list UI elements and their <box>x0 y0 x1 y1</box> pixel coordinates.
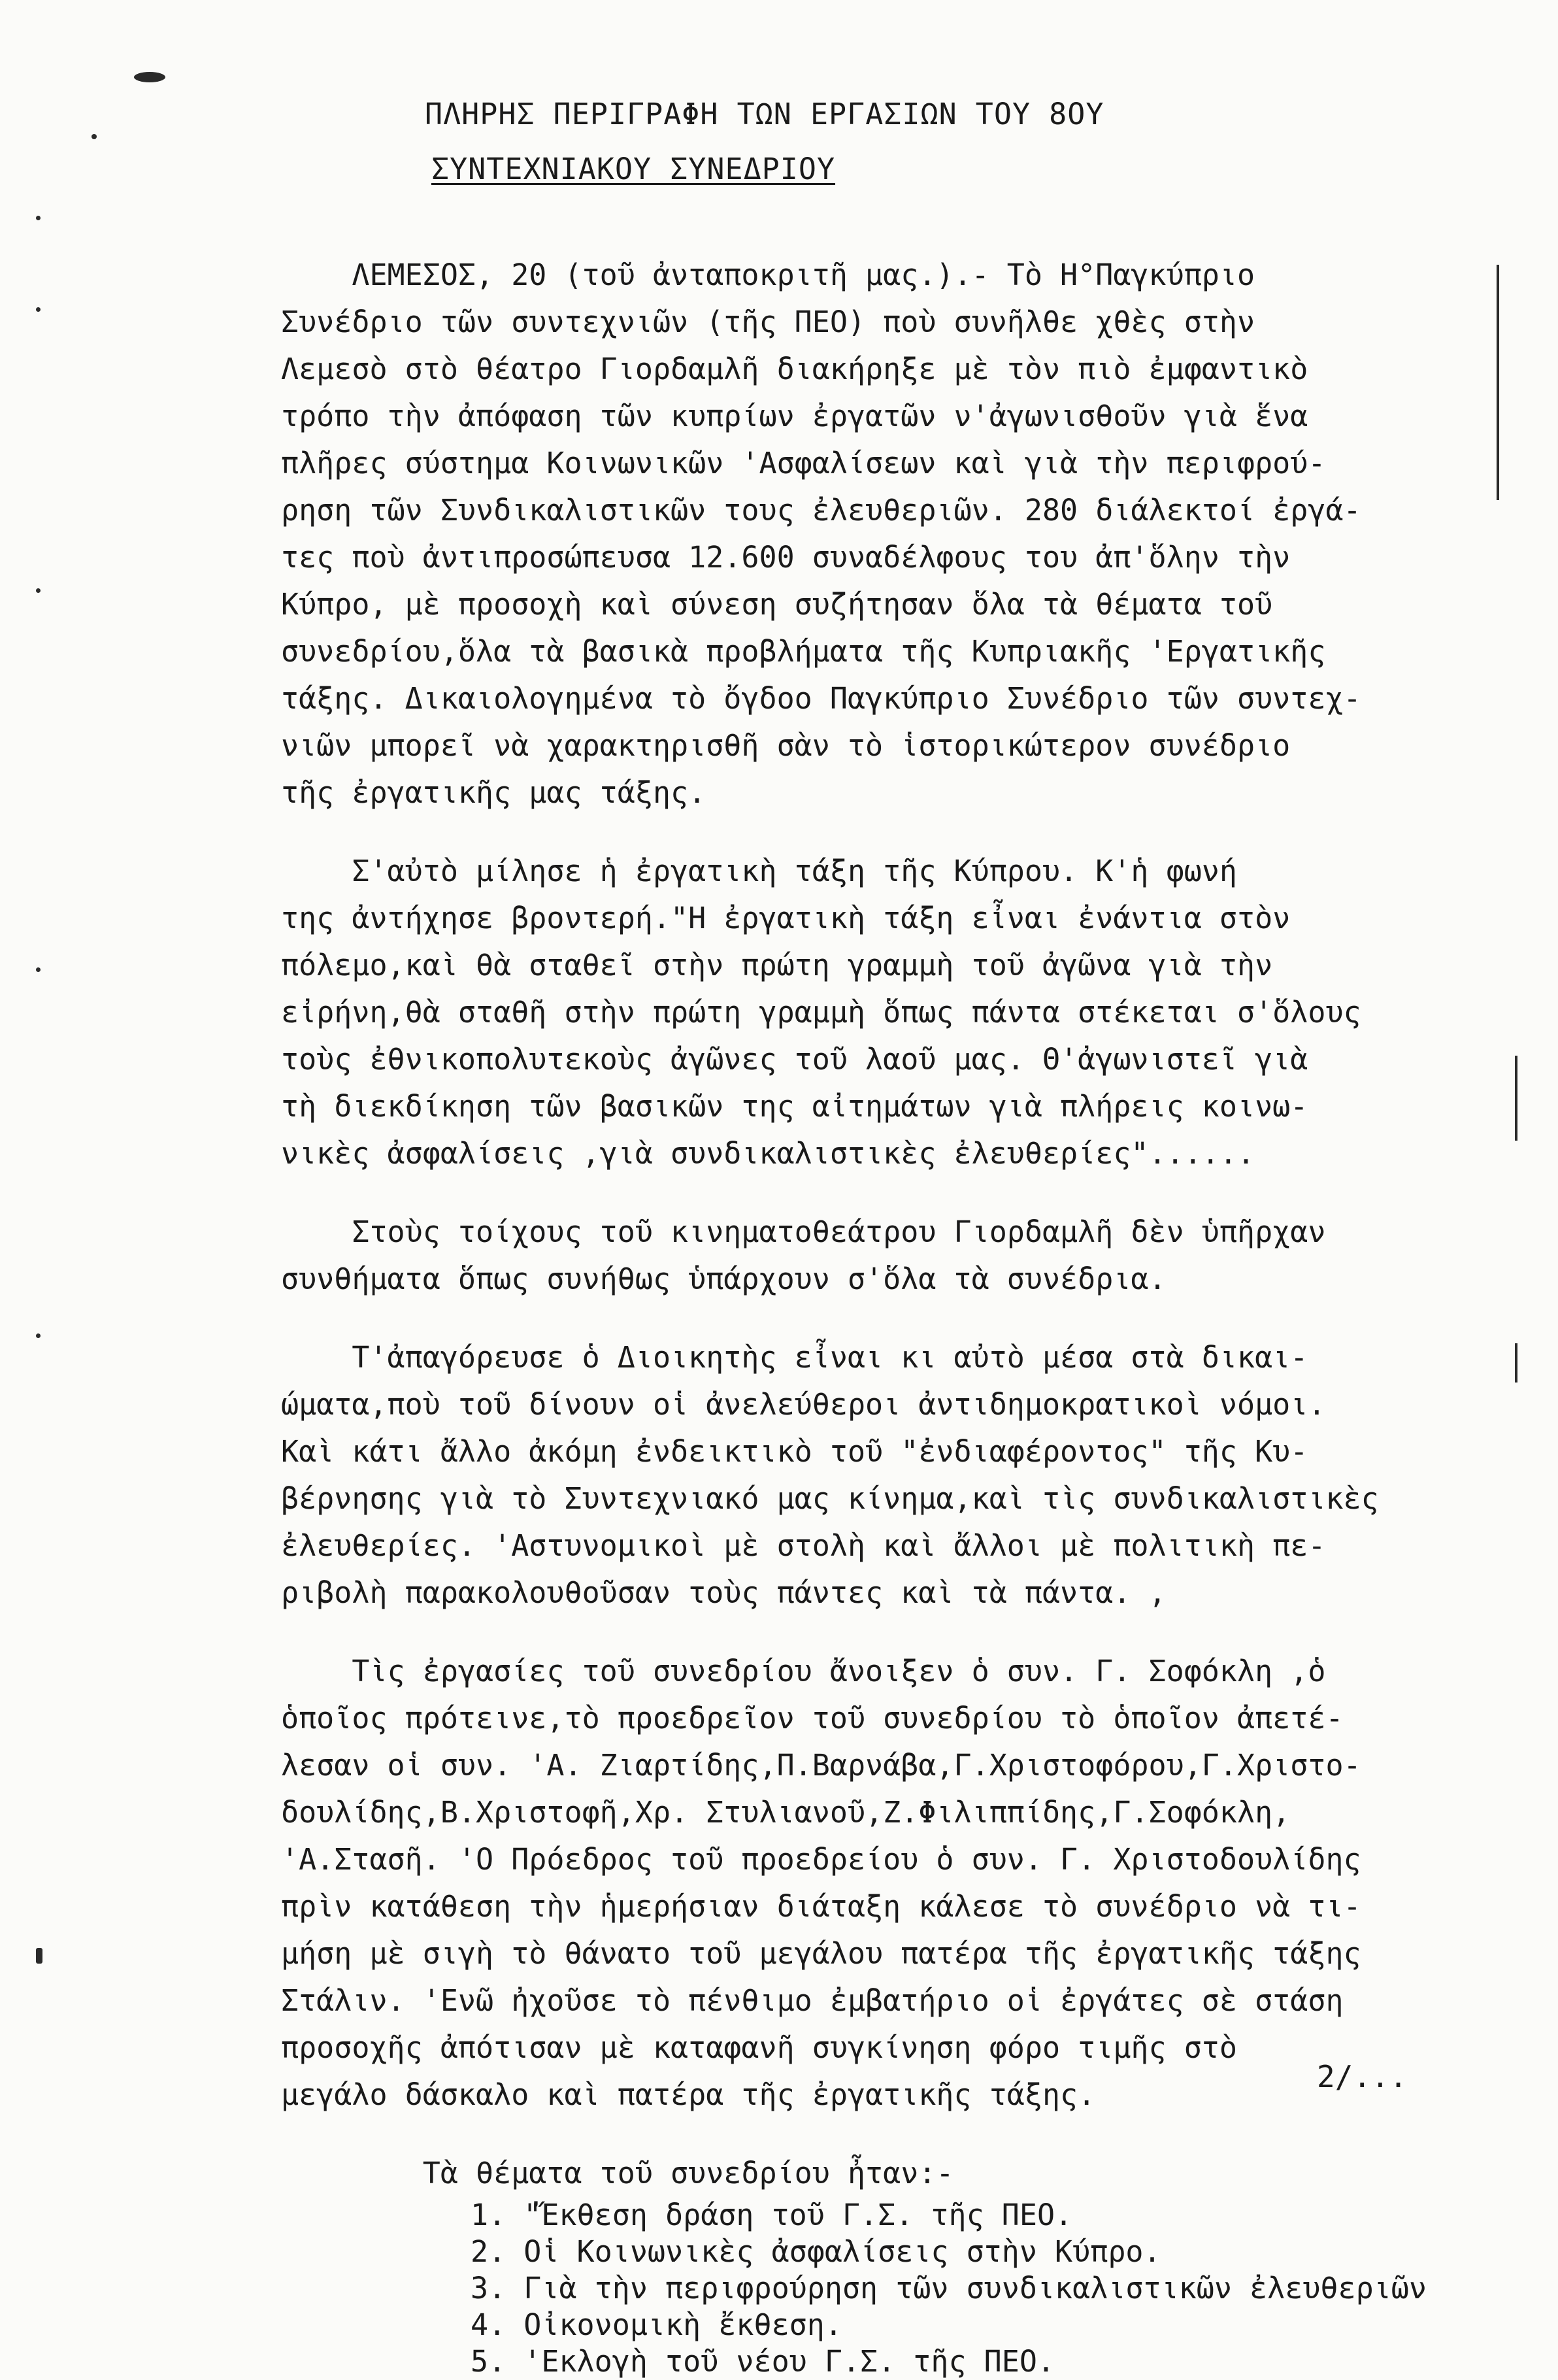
text-line: τὴ διεκδίκηση τῶν βασικῶν της αἰτημάτων γιὰ πλήρεις κοινω- <box>281 1089 1308 1124</box>
text-line: της ἀντήχησε βροντερή."Η ἐργατικὴ τάξη εἶναι ἐνάντια στὸν <box>281 901 1291 935</box>
text-line: λεσαν οἱ συν. 'Α. Ζιαρτίδης,Π.Βαρνάβα,Γ.Χριστοφόρου,Γ.Χριστο- <box>281 1748 1361 1783</box>
text-line: πρὶν κατάθεση τὴν ἡμερήσιαν διάταξη κάλεσε τὸ συνέδριο νὰ τι- <box>281 1889 1361 1924</box>
text-line: ώματα,ποὺ τοῦ δίνουν οἱ ἀνελεύθεροι ἀντιδημοκρατικοὶ νόμοι. <box>281 1387 1326 1422</box>
text-line: Σ'αὐτὸ μίλησε ἡ ἐργατικὴ τάξη τῆς Κύπρου. Κ'ἡ φωνή <box>281 854 1237 888</box>
text-line: Λεμεσὸ στὸ θέατρο Γιορδαμλῆ διακήρηξε μὲ τὸν πιὸ ἐμφαντικὸ <box>281 352 1308 386</box>
text-line: πόλεμο,καὶ θὰ σταθεῖ στὴν πρώτη γραμμὴ τοῦ ἀγῶνα γιὰ τὴν <box>281 948 1273 982</box>
text-line: Τὶς ἐργασίες τοῦ συνεδρίου ἄνοιξεν ὁ συν. Γ. Σοφόκλη ,ὁ <box>281 1654 1326 1688</box>
agenda-list <box>281 2197 1536 2380</box>
document-title-line2: ΣΥΝΤΕΧΝΙΑΚΟΥ ΣΥΝΕΔΡΙΟΥ <box>431 152 836 186</box>
ink-dot <box>91 134 97 139</box>
paragraph-gap <box>281 1303 1536 1334</box>
text-line: Στοὺς τοίχους τοῦ κινηματοθεάτρου Γιορδαμλῆ δὲν ὑπῆρχαν <box>281 1215 1326 1249</box>
text-line: βέρνησης γιὰ τὸ Συντεχνιακό μας κίνημα,καὶ τὶς συνδικαλιστικὲς <box>281 1481 1379 1516</box>
text-line: συνθήματα ὅπως συνήθως ὑπάρχουν σ'ὅλα τὰ συνέδρια. <box>281 1262 1167 1296</box>
document-title-line1: ΠΛΗΡΗΣ ΠΕΡΙΓΡΑΦΗ ΤΩΝ ΕΡΓΑΣΙΩΝ ΤΟΥ 8ΟΥ <box>425 97 1104 131</box>
text-line: ἐλευθερίες. 'Αστυνομικοὶ μὲ στολὴ καὶ ἄλλοι μὲ πολιτικὴ πε- <box>281 1528 1326 1563</box>
text-line: μήση μὲ σιγὴ τὸ θάνατο τοῦ μεγάλου πατέρα τῆς ἐργατικῆς τάξης <box>281 1936 1361 1971</box>
paragraph-gap <box>281 2119 1536 2150</box>
agenda-item: 5. 'Εκλογὴ τοῦ νέου Γ.Σ. τῆς ΠΕΟ. <box>471 2344 1055 2379</box>
text-line: νιῶν μπορεῖ νὰ χαρακτηρισθῆ σὰν τὸ ἱστορικώτερον συνέδριο <box>281 728 1291 763</box>
text-line: συνεδρίου,ὅλα τὰ βασικὰ προβλήματα τῆς Κυπριακῆς 'Εργατικῆς <box>281 634 1326 669</box>
text-line: τοὺς ἐθνικοπολυτεκοὺς ἀγῶνες τοῦ λαοῦ μας. Θ'ἀγωνιστεῖ γιὰ <box>281 1042 1308 1077</box>
paragraph-gap <box>281 816 1536 848</box>
text-line: τες ποὺ ἀντιπροσώπευσα 12.600 συναδέλφους του ἀπ'ὅλην τὴν <box>281 540 1291 575</box>
text-line: δουλίδης,Β.Χριστοφῆ,Χρ. Στυλιανοῦ,Ζ.Φιλιππίδης,Γ.Σοφόκλη, <box>281 1795 1291 1830</box>
text-line: πλῆρες σύστημα Κοινωνικῶν 'Ασφαλίσεων καὶ γιὰ τὴν περιφρού- <box>281 446 1326 480</box>
text-line: ὁποῖος πρότεινε,τὸ προεδρεῖον τοῦ συνεδρίου τὸ ὁποῖον ἀπετέ- <box>281 1701 1344 1735</box>
ink-dot <box>36 967 41 972</box>
text-line: Καὶ κάτι ἄλλο ἀκόμη ἐνδεικτικὸ τοῦ "ἐνδιαφέροντος" τῆς Κυ- <box>281 1434 1308 1469</box>
text-line: προσοχῆς ἀπότισαν μὲ καταφανῆ συγκίνηση φόρο τιμῆς στὸ <box>281 2030 1237 2065</box>
agenda-item: 3. Γιὰ τὴν περιφρούρηση τῶν συνδικαλιστικῶν ἐλευθεριῶν <box>471 2271 1427 2305</box>
agenda-item: 1. "Ἔκθεση δράση τοῦ Γ.Σ. τῆς ΠΕΟ. <box>471 2198 1073 2232</box>
text-line: Συνέδριο τῶν συντεχνιῶν (τῆς ΠΕΟ) ποὺ συνῆλθε χθὲς στὴν <box>281 305 1255 339</box>
agenda-intro: Τὰ θέματα τοῦ συνεδρίου ἦταν:- <box>281 2156 954 2190</box>
ink-dot <box>36 307 41 312</box>
text-line: ΛΕΜΕΣΟΣ, 20 (τοῦ ἀνταποκριτῆ μας.).- Τὸ Η°Παγκύπριο <box>281 258 1255 292</box>
text-line: ρηση τῶν Συνδικαλιστικῶν τους ἐλευθεριῶν. 280 διάλεκτοί ἐργά- <box>281 493 1361 528</box>
text-line: τάξης. Δικαιολογημένα τὸ ὄγδοο Παγκύπριο Συνέδριο τῶν συντεχ- <box>281 681 1361 716</box>
text-line: τρόπο τὴν ἀπόφαση τῶν κυπρίων ἐργατῶν ν'ἀγωνισθοῦν γιὰ ἕνα <box>281 399 1308 433</box>
agenda-item: 4. Οἰκονομικὴ ἔκθεση. <box>471 2307 842 2342</box>
ink-dot <box>36 216 41 220</box>
text-line: Στάλιν. 'Ενῶ ἠχοῦσε τὸ πένθιμο ἐμβατήριο οἱ ἐργάτες σὲ στάση <box>281 1983 1344 2018</box>
paragraph-gap <box>281 1617 1536 1648</box>
ink-dot <box>36 588 41 593</box>
text-line: Τ'ἀπαγόρευσε ὁ Διοικητὴς εἶναι κι αὐτὸ μέσα στὰ δικαι- <box>281 1340 1308 1375</box>
text-line: 'Α.Στασῆ. 'Ο Πρόεδρος τοῦ προεδρείου ὁ συν. Γ. Χριστοδουλίδης <box>281 1842 1361 1877</box>
text-line: εἰρήνη,θὰ σταθῆ στὴν πρώτη γραμμὴ ὅπως πάντα στέκεται σ'ὅλους <box>281 995 1361 1030</box>
page-number: 2/... <box>1317 2059 1408 2094</box>
agenda-item: 2. Οἱ Κοινωνικὲς ἀσφαλίσεις στὴν Κύπρο. <box>471 2234 1161 2269</box>
text-line: ριβολὴ παρακολουθοῦσαν τοὺς πάντες καὶ τὰ πάντα. , <box>281 1575 1167 1610</box>
text-line: τῆς ἐργατικῆς μας τάξης. <box>281 775 706 810</box>
paragraph-gap <box>281 1177 1536 1209</box>
ink-dot <box>36 1948 42 1964</box>
text-line: Κύπρο, μὲ προσοχὴ καὶ σύνεση συζήτησαν ὅλα τὰ θέματα τοῦ <box>281 587 1273 622</box>
text-line: μεγάλο δάσκαλο καὶ πατέρα τῆς ἐργατικῆς τάξης. <box>281 2077 1096 2112</box>
ink-dot <box>36 1333 41 1338</box>
text-line: νικὲς ἀσφαλίσεις ,γιὰ συνδικαλιστικὲς ἐλευθερίες"...... <box>281 1136 1255 1171</box>
ink-mark <box>134 72 165 82</box>
